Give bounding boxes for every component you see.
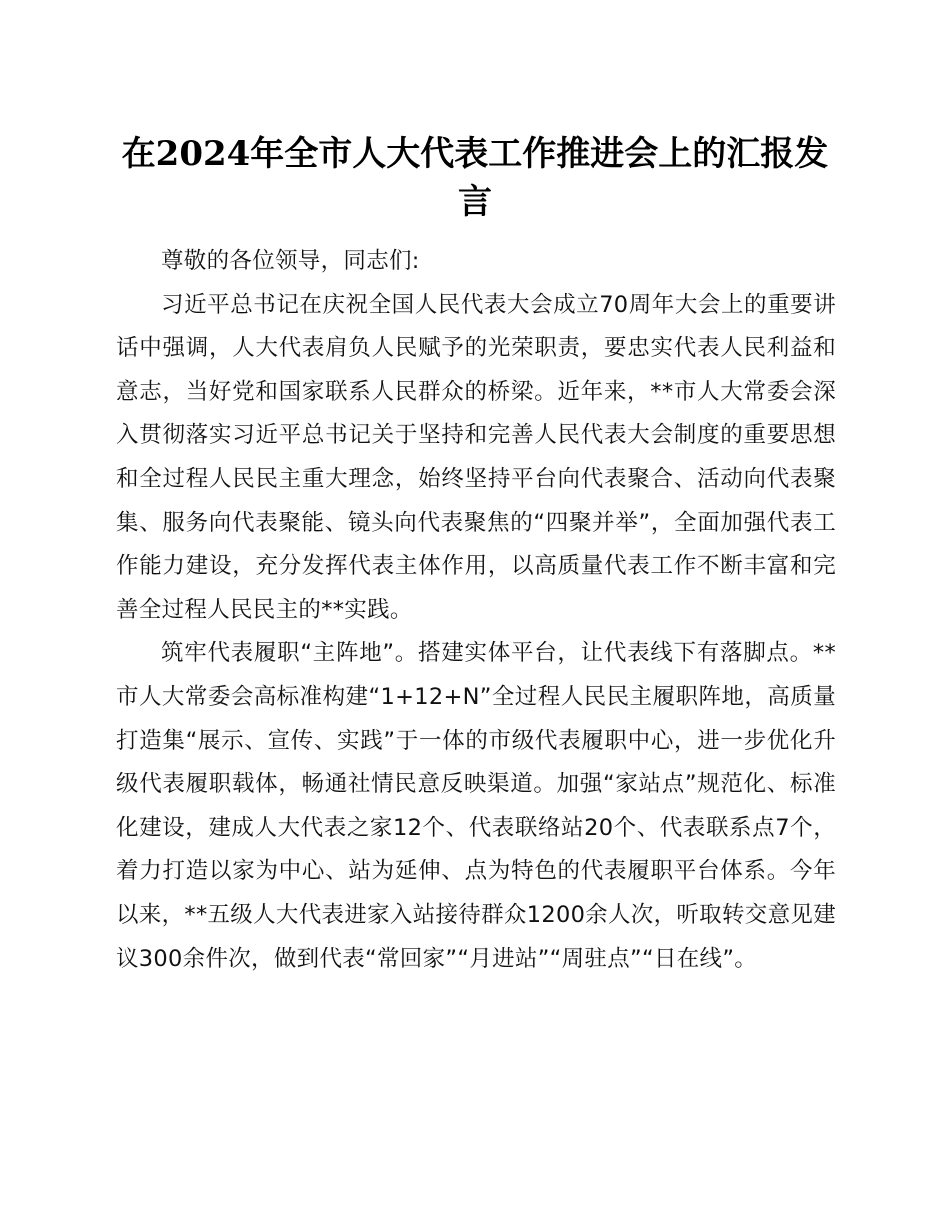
body-paragraph-1: 习近平总书记在庆祝全国人民代表大会成立70周年大会上的重要讲话中强调，人大代表肩负人民赋予的光荣职责，要忠实代表人民利益和意志，当好党和国家联系人民群众的桥梁。近年来，**市人大常委会深入贯彻落实习近平总书记关于坚持和完善人民代表大会制度的重要思想和全过程人民民主重大理念，始终坚持平台向代表聚合、活动向代表聚集、服务向代表聚能、镜头向代表聚焦的“四聚并举”，全面加强代表工作能力建设，充分发挥代表主体作用，以高质量代表工作不断丰富和完善全过程人民民主的**实践。 <box>116 291 836 623</box>
document-body <box>116 240 836 981</box>
salutation: 尊敬的各位领导，同志们: <box>161 248 420 274</box>
document-title: 在2024年全市人大代表工作推进会上的汇报发言 <box>121 134 829 222</box>
body-paragraph-2: 筑牢代表履职“主阵地”。搭建实体平台，让代表线下有落脚点。**市人大常委会高标准构建“1+12+N”全过程人民民主履职阵地，高质量打造集“展示、宣传、实践”于一体的市级代表履职中心，进一步优化升级代表履职载体，畅通社情民意反映渠道。加强“家站点”规范化、标准化建设，建成人大代表之家12个、代表联络站20个、代表联系点7个，着力打造以家为中心、站为延伸、点为特色的代表履职平台体系。今年以来，**五级人大代表进家入站接待群众1200余人次，听取转交意见建议300余件次，做到代表“常回家”“月进站”“周驻点”“日在线”。 <box>116 640 836 972</box>
